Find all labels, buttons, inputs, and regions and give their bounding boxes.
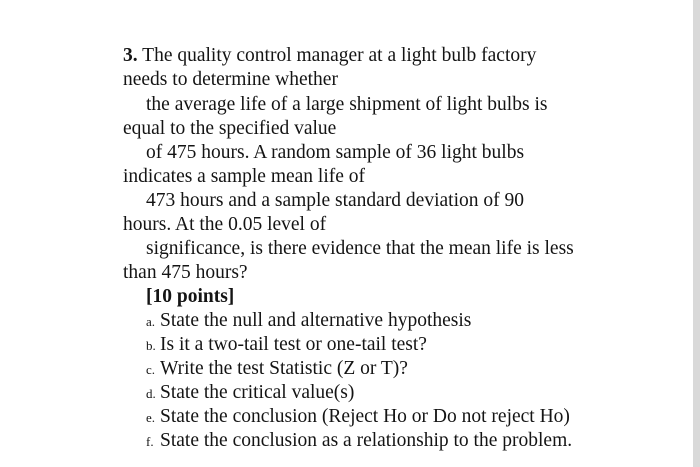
subpart-a [146,309,471,334]
subpart-e [146,405,570,430]
subpart-d [146,381,354,406]
question-line-4: equal to the specified value [123,118,337,139]
question-line-5: of 475 hours. A random sample of 36 light bulbs [146,142,525,163]
subpart-marker: d. [146,386,156,401]
subpart-text: Write the test Statistic (Z or T)? [160,358,408,379]
subpart-text: State the conclusion as a relationship to the problem. [160,430,573,451]
subpart-b [146,333,427,358]
subpart-text: State the conclusion (Reject Ho or Do not reject Ho) [160,406,570,427]
subpart-text: Is it a two-tail test or one-tail test? [160,334,427,355]
question-line-3: the average life of a large shipment of light bulbs is [146,94,548,115]
subpart-marker: a. [146,314,156,329]
question-line-9: significance, is there evidence that the mean life is less [146,238,574,259]
subpart-marker: c. [146,362,156,377]
question-line-1 [123,44,536,68]
question-text: The quality control manager at a light bulb factory [142,45,537,66]
subpart-marker: e. [146,410,156,425]
question-line-8: hours. At the 0.05 level of [123,214,327,235]
question-line-2: needs to determine whether [123,69,338,90]
question-line-6: indicates a sample mean life of [123,166,366,187]
page-edge [693,0,700,467]
points-label: [10 points] [146,286,235,307]
subpart-marker: b. [146,338,156,353]
subpart-c [146,357,408,382]
question-line-10: than 475 hours? [123,262,248,283]
question-line-7: 473 hours and a sample standard deviation of 90 [146,190,524,211]
subpart-text: State the critical value(s) [160,382,355,403]
question-number: 3. [123,45,138,66]
subpart-marker: f. [146,434,154,449]
subpart-f [146,429,572,454]
subpart-text: State the null and alternative hypothesis [160,310,472,331]
